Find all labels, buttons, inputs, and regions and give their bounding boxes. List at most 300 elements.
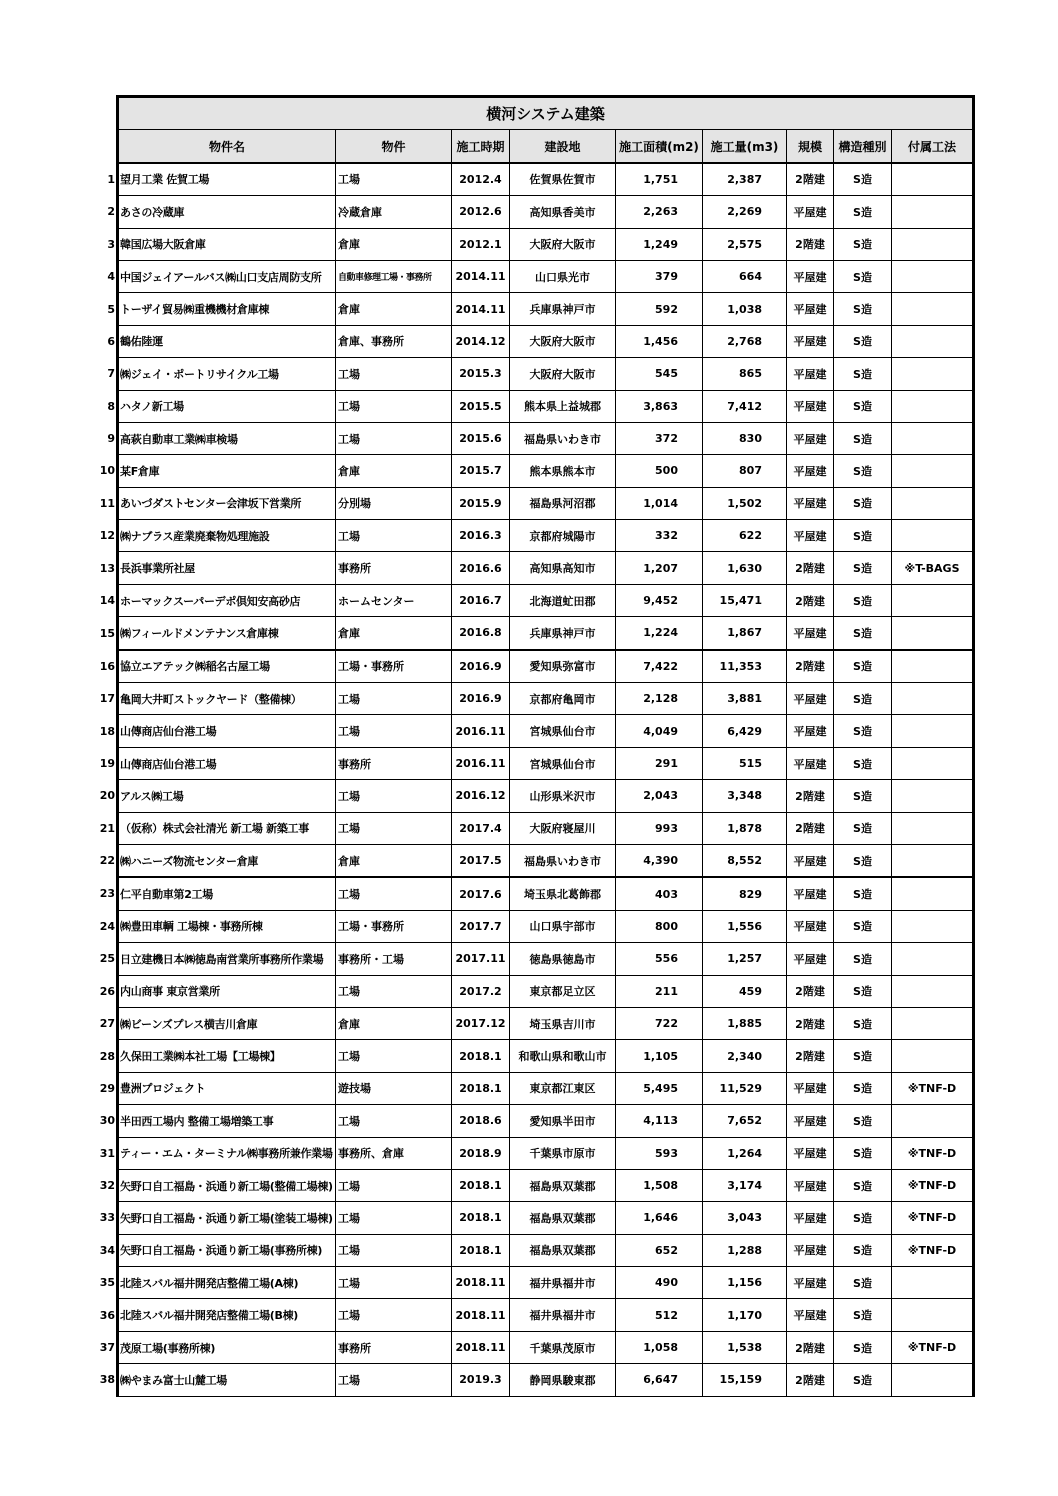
cell-area: 2,128: [616, 683, 703, 715]
cell-area: 2,263: [616, 196, 703, 228]
table-row: [95, 975, 974, 1007]
row-number: 33: [99, 1211, 115, 1225]
cell-location: 宮城県仙台市: [510, 715, 616, 747]
cell-period: 2016.9: [452, 650, 510, 683]
cell-volume: 2,768: [703, 325, 787, 357]
cell-area: 7,422: [616, 650, 703, 683]
cell-structure: S造: [834, 1137, 892, 1169]
cell-area: 211: [616, 975, 703, 1007]
cell-type: 事務所・工場: [336, 943, 452, 975]
cell-type: 遊技場: [336, 1072, 452, 1104]
cell-volume: 3,043: [703, 1202, 787, 1234]
cell-method: [892, 650, 974, 683]
cell-method: [892, 617, 974, 650]
cell-structure: S造: [834, 487, 892, 519]
cell-period: 2017.12: [452, 1007, 510, 1039]
cell-period: 2018.6: [452, 1105, 510, 1137]
cell-volume: 459: [703, 975, 787, 1007]
cell-area: 291: [616, 747, 703, 779]
table-row: [95, 715, 974, 747]
cell-period: 2017.5: [452, 844, 510, 877]
cell-scale: 平屋建: [787, 390, 834, 422]
cell-structure: S造: [834, 584, 892, 616]
cell-structure: S造: [834, 422, 892, 454]
cell-structure: S造: [834, 812, 892, 844]
cell-period: 2016.8: [452, 617, 510, 650]
cell-scale: 平屋建: [787, 358, 834, 390]
cell-method: [892, 390, 974, 422]
cell-name: ハタノ新工場: [118, 390, 336, 422]
table-row: [95, 910, 974, 942]
cell-volume: 1,257: [703, 943, 787, 975]
cell-volume: 1,264: [703, 1137, 787, 1169]
cell-location: 大阪府寝屋川: [510, 812, 616, 844]
cell-location: 山口県宇部市: [510, 910, 616, 942]
cell-method: [892, 1299, 974, 1331]
cell-volume: 2,575: [703, 228, 787, 260]
cell-volume: 807: [703, 455, 787, 487]
table-row: [95, 683, 974, 715]
cell-method: [892, 1105, 974, 1137]
cell-area: 593: [616, 1137, 703, 1169]
cell-scale: 平屋建: [787, 325, 834, 357]
cell-volume: 11,353: [703, 650, 787, 683]
cell-period: 2019.3: [452, 1364, 510, 1396]
row-number: 24: [99, 919, 115, 933]
cell-scale: 平屋建: [787, 1072, 834, 1104]
cell-scale: 平屋建: [787, 747, 834, 779]
cell-period: 2015.3: [452, 358, 510, 390]
cell-method: [892, 1007, 974, 1039]
cell-structure: S造: [834, 325, 892, 357]
cell-structure: S造: [834, 844, 892, 877]
cell-scale: 平屋建: [787, 715, 834, 747]
row-number: 31: [99, 1146, 115, 1160]
cell-name: 山傳商店仙台港工場: [118, 747, 336, 779]
cell-volume: 1,878: [703, 812, 787, 844]
cell-name: 矢野口自工福島・浜通り新工場(整備工場棟): [118, 1169, 336, 1201]
cell-scale: 平屋建: [787, 1267, 834, 1299]
cell-area: 4,113: [616, 1105, 703, 1137]
cell-method: [892, 293, 974, 325]
table-title: 横河システム建築: [118, 97, 974, 130]
cell-structure: S造: [834, 683, 892, 715]
cell-name: 内山商事 東京営業所: [118, 975, 336, 1007]
cell-area: 1,014: [616, 487, 703, 519]
row-number: 16: [99, 659, 115, 673]
cell-name: ホーマックスーパーデポ倶知安高砂店: [118, 584, 336, 616]
cell-area: 1,751: [616, 163, 703, 196]
cell-scale: 2階建: [787, 228, 834, 260]
cell-scale: 2階建: [787, 1040, 834, 1072]
cell-method: [892, 943, 974, 975]
cell-period: 2016.11: [452, 747, 510, 779]
table-row: [95, 844, 974, 877]
cell-volume: 515: [703, 747, 787, 779]
cell-method: ※TNF-D: [892, 1137, 974, 1169]
cell-structure: S造: [834, 358, 892, 390]
cell-location: 熊本県熊本市: [510, 455, 616, 487]
cell-volume: 11,529: [703, 1072, 787, 1104]
cell-type: 工場: [336, 1169, 452, 1201]
header-location: 建設地: [510, 130, 616, 163]
cell-volume: 15,159: [703, 1364, 787, 1396]
cell-name: 亀岡大井町ストックヤード（整備棟）: [118, 683, 336, 715]
row-number: 8: [107, 399, 115, 413]
cell-structure: S造: [834, 943, 892, 975]
cell-volume: 2,340: [703, 1040, 787, 1072]
row-number: 1: [107, 172, 115, 186]
cell-scale: 平屋建: [787, 422, 834, 454]
cell-area: 1,508: [616, 1169, 703, 1201]
cell-area: 1,058: [616, 1331, 703, 1363]
cell-area: 2,043: [616, 780, 703, 812]
cell-scale: 2階建: [787, 1331, 834, 1363]
cell-structure: S造: [834, 390, 892, 422]
cell-period: 2018.9: [452, 1137, 510, 1169]
cell-type: 倉庫: [336, 455, 452, 487]
header-structure: 構造種別: [834, 130, 892, 163]
cell-period: 2016.9: [452, 683, 510, 715]
cell-area: 1,249: [616, 228, 703, 260]
header-row: [95, 130, 974, 163]
cell-location: 福島県双葉郡: [510, 1169, 616, 1201]
cell-scale: 2階建: [787, 584, 834, 616]
cell-type: 工場: [336, 163, 452, 196]
cell-scale: 2階建: [787, 812, 834, 844]
cell-type: 工場: [336, 715, 452, 747]
row-number: 12: [99, 529, 115, 543]
cell-volume: 2,269: [703, 196, 787, 228]
cell-area: 4,049: [616, 715, 703, 747]
cell-location: 兵庫県神戸市: [510, 293, 616, 325]
cell-name: あいづダストセンター会津坂下営業所: [118, 487, 336, 519]
cell-structure: S造: [834, 1169, 892, 1201]
cell-location: 高知県香美市: [510, 196, 616, 228]
table-row: [95, 260, 974, 292]
row-number: 13: [99, 561, 115, 575]
cell-scale: 平屋建: [787, 487, 834, 519]
cell-volume: 1,502: [703, 487, 787, 519]
cell-period: 2012.1: [452, 228, 510, 260]
header-name: 物件名: [118, 130, 336, 163]
cell-structure: S造: [834, 1040, 892, 1072]
cell-volume: 7,652: [703, 1105, 787, 1137]
cell-name: ㈱ジェイ・ポートリサイクル工場: [118, 358, 336, 390]
row-number: 22: [99, 854, 115, 868]
cell-structure: S造: [834, 455, 892, 487]
cell-method: [892, 358, 974, 390]
row-number: 23: [99, 887, 115, 901]
cell-period: 2017.7: [452, 910, 510, 942]
cell-period: 2015.6: [452, 422, 510, 454]
cell-name: 高萩自動車工業㈱車検場: [118, 422, 336, 454]
cell-volume: 1,630: [703, 552, 787, 584]
cell-type: 事務所: [336, 1331, 452, 1363]
cell-name: ㈱ナブラス産業廃棄物処理施設: [118, 520, 336, 552]
cell-location: 山口県光市: [510, 260, 616, 292]
cell-type: 分別場: [336, 487, 452, 519]
cell-location: 東京都江東区: [510, 1072, 616, 1104]
cell-scale: 2階建: [787, 1364, 834, 1396]
row-number: 21: [99, 821, 115, 835]
table-row: [95, 552, 974, 584]
cell-structure: S造: [834, 715, 892, 747]
cell-scale: 平屋建: [787, 1202, 834, 1234]
cell-name: 北陸スバル福井開発店整備工場(A棟): [118, 1267, 336, 1299]
cell-area: 332: [616, 520, 703, 552]
row-number: 32: [99, 1179, 115, 1193]
cell-method: [892, 812, 974, 844]
cell-method: [892, 1040, 974, 1072]
cell-type: 工場: [336, 1202, 452, 1234]
cell-method: ※T-BAGS: [892, 552, 974, 584]
cell-type: 工場: [336, 780, 452, 812]
row-number: 9: [107, 432, 115, 446]
cell-volume: 8,552: [703, 844, 787, 877]
row-number: 28: [99, 1049, 115, 1063]
cell-type: 工場: [336, 358, 452, 390]
cell-type: 事務所: [336, 747, 452, 779]
cell-structure: S造: [834, 552, 892, 584]
cell-area: 4,390: [616, 844, 703, 877]
table-row: [95, 617, 974, 650]
cell-scale: 平屋建: [787, 943, 834, 975]
cell-scale: 平屋建: [787, 617, 834, 650]
cell-method: [892, 1364, 974, 1396]
table-row: [95, 1072, 974, 1104]
cell-scale: 平屋建: [787, 1299, 834, 1331]
cell-structure: S造: [834, 1202, 892, 1234]
cell-method: [892, 747, 974, 779]
cell-area: 6,647: [616, 1364, 703, 1396]
cell-area: 9,452: [616, 584, 703, 616]
cell-location: 京都府城陽市: [510, 520, 616, 552]
cell-period: 2018.1: [452, 1202, 510, 1234]
cell-type: 工場・事務所: [336, 650, 452, 683]
cell-type: 工場: [336, 1299, 452, 1331]
row-number: 10: [99, 464, 115, 478]
table-row: [95, 943, 974, 975]
cell-location: 愛知県半田市: [510, 1105, 616, 1137]
cell-scale: 平屋建: [787, 1105, 834, 1137]
cell-type: 倉庫: [336, 1007, 452, 1039]
cell-volume: 829: [703, 877, 787, 910]
cell-type: 工場: [336, 877, 452, 910]
cell-scale: 平屋建: [787, 520, 834, 552]
cell-area: 3,863: [616, 390, 703, 422]
cell-volume: 1,038: [703, 293, 787, 325]
cell-type: 自動車修理工場・事務所: [336, 260, 452, 292]
table-row: [95, 358, 974, 390]
cell-area: 500: [616, 455, 703, 487]
cell-volume: 1,156: [703, 1267, 787, 1299]
cell-volume: 7,412: [703, 390, 787, 422]
cell-structure: S造: [834, 163, 892, 196]
header-method: 付属工法: [892, 130, 974, 163]
cell-area: 1,456: [616, 325, 703, 357]
cell-name: ㈱ハニーズ物流センター倉庫: [118, 844, 336, 877]
cell-volume: 830: [703, 422, 787, 454]
cell-scale: 2階建: [787, 552, 834, 584]
row-number: 19: [99, 757, 115, 770]
cell-type: 倉庫: [336, 293, 452, 325]
cell-scale: 2階建: [787, 780, 834, 812]
cell-type: 工場・事務所: [336, 910, 452, 942]
cell-area: 1,646: [616, 1202, 703, 1234]
cell-structure: S造: [834, 520, 892, 552]
table-row: [95, 487, 974, 519]
cell-name: 望月工業 佐賀工場: [118, 163, 336, 196]
cell-type: 事務所: [336, 552, 452, 584]
cell-area: 1,207: [616, 552, 703, 584]
cell-type: 工場: [336, 1040, 452, 1072]
cell-name: （仮称）株式会社清光 新工場 新築工事: [118, 812, 336, 844]
cell-scale: 平屋建: [787, 293, 834, 325]
table-row: [95, 1137, 974, 1169]
cell-period: 2018.1: [452, 1234, 510, 1266]
row-number: 27: [99, 1017, 115, 1031]
cell-type: 工場: [336, 520, 452, 552]
cell-scale: 平屋建: [787, 1137, 834, 1169]
header-type: 物件: [336, 130, 452, 163]
table-row: [95, 747, 974, 779]
cell-scale: 平屋建: [787, 877, 834, 910]
cell-volume: 15,471: [703, 584, 787, 616]
cell-name: 豊洲プロジェクト: [118, 1072, 336, 1104]
project-table: [95, 95, 975, 1397]
cell-scale: 平屋建: [787, 910, 834, 942]
cell-method: [892, 584, 974, 616]
cell-type: 冷蔵倉庫: [336, 196, 452, 228]
cell-area: 5,495: [616, 1072, 703, 1104]
row-number: 18: [99, 724, 115, 738]
cell-period: 2015.5: [452, 390, 510, 422]
table-row: [95, 325, 974, 357]
cell-period: 2015.9: [452, 487, 510, 519]
cell-period: 2012.4: [452, 163, 510, 196]
cell-name: 日立建機日本㈱徳島南営業所事務所作業場: [118, 943, 336, 975]
cell-structure: S造: [834, 228, 892, 260]
cell-method: ※TNF-D: [892, 1331, 974, 1363]
row-number: 35: [99, 1276, 115, 1290]
cell-location: 京都府亀岡市: [510, 683, 616, 715]
cell-location: 福島県双葉郡: [510, 1202, 616, 1234]
table-row: [95, 780, 974, 812]
cell-period: 2017.4: [452, 812, 510, 844]
cell-structure: S造: [834, 877, 892, 910]
cell-type: 倉庫、事務所: [336, 325, 452, 357]
cell-type: 工場: [336, 975, 452, 1007]
row-number: 6: [107, 334, 115, 348]
cell-method: [892, 196, 974, 228]
cell-scale: 平屋建: [787, 455, 834, 487]
cell-period: 2016.7: [452, 584, 510, 616]
table-row: [95, 228, 974, 260]
cell-period: 2012.6: [452, 196, 510, 228]
cell-scale: 平屋建: [787, 683, 834, 715]
cell-method: [892, 422, 974, 454]
cell-method: [892, 1267, 974, 1299]
table-row: [95, 1331, 974, 1363]
cell-scale: 2階建: [787, 163, 834, 196]
cell-name: 北陸スバル福井開発店整備工場(B棟): [118, 1299, 336, 1331]
cell-structure: S造: [834, 1331, 892, 1363]
cell-period: 2015.7: [452, 455, 510, 487]
table-row: [95, 1169, 974, 1201]
cell-volume: 865: [703, 358, 787, 390]
cell-method: [892, 487, 974, 519]
cell-name: 半田西工場内 整備工場増築工事: [118, 1105, 336, 1137]
cell-location: 千葉県茂原市: [510, 1331, 616, 1363]
table-row: [95, 1234, 974, 1266]
cell-type: 工場: [336, 1267, 452, 1299]
row-number: 29: [99, 1081, 115, 1095]
row-number: 5: [107, 302, 115, 316]
header-period: 施工時期: [452, 130, 510, 163]
table-row: [95, 455, 974, 487]
cell-method: [892, 520, 974, 552]
cell-area: 545: [616, 358, 703, 390]
cell-method: ※TNF-D: [892, 1169, 974, 1201]
cell-type: 工場: [336, 683, 452, 715]
cell-name: トーザイ貿易㈱重機機材倉庫棟: [118, 293, 336, 325]
cell-location: 福井県福井市: [510, 1267, 616, 1299]
cell-type: 工場: [336, 1105, 452, 1137]
table-row: [95, 877, 974, 910]
cell-volume: 664: [703, 260, 787, 292]
cell-method: ※TNF-D: [892, 1202, 974, 1234]
cell-area: 372: [616, 422, 703, 454]
cell-structure: S造: [834, 293, 892, 325]
row-number: 26: [99, 984, 115, 998]
cell-structure: S造: [834, 1267, 892, 1299]
cell-name: ㈱ビーンズプレス横吉川倉庫: [118, 1007, 336, 1039]
cell-area: 652: [616, 1234, 703, 1266]
cell-period: 2018.1: [452, 1169, 510, 1201]
title-row: [95, 97, 974, 130]
cell-structure: S造: [834, 1007, 892, 1039]
table-row: [95, 1267, 974, 1299]
table-row: [95, 1105, 974, 1137]
table-row: [95, 520, 974, 552]
table-row: [95, 1007, 974, 1039]
row-number: 7: [107, 367, 115, 381]
cell-type: ホームセンター: [336, 584, 452, 616]
cell-volume: 1,288: [703, 1234, 787, 1266]
cell-area: 490: [616, 1267, 703, 1299]
cell-area: 379: [616, 260, 703, 292]
cell-location: 大阪府大阪市: [510, 228, 616, 260]
cell-period: 2017.6: [452, 877, 510, 910]
cell-volume: 1,867: [703, 617, 787, 650]
cell-type: 工場: [336, 422, 452, 454]
cell-type: 工場: [336, 812, 452, 844]
cell-name: 中国ジェイアールバス㈱山口支店周防支所: [118, 260, 336, 292]
row-number: 20: [99, 789, 115, 803]
cell-location: 佐賀県佐賀市: [510, 163, 616, 196]
cell-location: 熊本県上益城郡: [510, 390, 616, 422]
cell-type: 工場: [336, 1364, 452, 1396]
cell-period: 2017.2: [452, 975, 510, 1007]
cell-method: [892, 260, 974, 292]
cell-structure: S造: [834, 260, 892, 292]
cell-period: 2016.11: [452, 715, 510, 747]
cell-volume: 6,429: [703, 715, 787, 747]
cell-period: 2016.6: [452, 552, 510, 584]
table-row: [95, 812, 974, 844]
table-row: [95, 1202, 974, 1234]
